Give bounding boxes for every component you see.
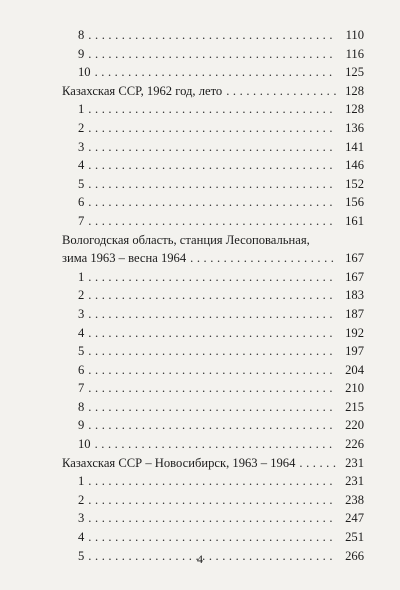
dot-leader: [88, 324, 336, 343]
toc-entry-page: 247: [345, 511, 364, 526]
toc-entry-page: 231: [345, 455, 364, 470]
toc-entry-page: 141: [345, 139, 364, 154]
toc-entry-page: 251: [345, 530, 364, 545]
toc-entry-page: 220: [345, 418, 364, 433]
toc-entry-label: 5: [78, 176, 85, 191]
toc-heading-line-1: [62, 231, 364, 250]
dot-leader: [88, 491, 336, 510]
toc-entry-page: 116: [345, 46, 364, 61]
dot-leader: [88, 175, 336, 194]
toc-entry-label: 1: [78, 269, 85, 284]
toc-entry-page: 146: [345, 158, 364, 173]
dot-leader: [88, 286, 336, 305]
toc-chapter-entry: [62, 342, 364, 361]
toc-entry-page: 161: [345, 213, 364, 228]
toc-entry-label: 8: [78, 399, 85, 414]
toc-entry-label: 10: [78, 65, 91, 80]
toc-entry-label: 9: [78, 46, 85, 61]
toc-chapter-entry: [62, 175, 364, 194]
toc-entry-label: 2: [78, 120, 85, 135]
dot-leader: [88, 45, 336, 64]
dot-leader: [88, 193, 336, 212]
toc-entry-label: 5: [78, 548, 85, 563]
toc-chapter-entry: [62, 305, 364, 324]
toc-entry-page: 226: [345, 437, 364, 452]
toc-entry-label: 1: [78, 474, 85, 489]
toc-entry-page: 187: [345, 306, 364, 321]
toc-entry-label: 3: [78, 139, 85, 154]
toc-entry-page: 183: [345, 288, 364, 303]
dot-leader: [88, 342, 336, 361]
toc-entry-label: 4: [78, 158, 85, 173]
toc-chapter-entry: [62, 361, 364, 380]
toc-entry-label: 7: [78, 213, 85, 228]
toc-chapter-entry: [62, 63, 364, 82]
dot-leader: [88, 138, 336, 157]
toc-chapter-entry: [62, 138, 364, 157]
dot-leader: [88, 509, 336, 528]
dot-leader: [226, 82, 336, 101]
toc-entry-label: Казахская ССР, 1962 год, лето: [62, 83, 223, 98]
toc-entry-page: 204: [345, 362, 364, 377]
toc-chapter-entry: [62, 193, 364, 212]
toc-entry-page: 197: [345, 344, 364, 359]
dot-leader: [88, 212, 336, 231]
dot-leader: [88, 472, 336, 491]
toc-entry-page: 110: [345, 28, 364, 42]
toc-entry-page: 136: [345, 120, 364, 135]
toc-chapter-entry: [62, 45, 364, 64]
toc-entry-label: 7: [78, 381, 85, 396]
toc-entry-page: 210: [345, 381, 364, 396]
toc-entry-label: 4: [78, 325, 85, 340]
dot-leader: [88, 100, 336, 119]
page-number-footer: 4: [197, 552, 203, 566]
toc-chapter-entry: [62, 398, 364, 417]
toc-entry-page: 238: [345, 492, 364, 507]
dot-leader: [88, 528, 336, 547]
dot-leader: [190, 249, 336, 268]
toc-entry-label: 9: [78, 418, 85, 433]
toc-entry-page: 192: [345, 325, 364, 340]
toc-entry-label: Казахская ССР – Новосибирск, 1963 – 1964: [62, 455, 296, 470]
toc-entry-label-continued: зима 1963 – весна 1964: [62, 251, 187, 266]
toc-entry-label: 3: [78, 306, 85, 321]
dot-leader: [299, 454, 336, 473]
dot-leader: [88, 305, 336, 324]
toc-chapter-entry: [62, 379, 364, 398]
toc-chapter-entry: [62, 212, 364, 231]
toc-chapter-entry: [62, 416, 364, 435]
toc-entry-page: 152: [345, 176, 364, 191]
toc-entry-page: 215: [345, 399, 364, 414]
dot-leader: [88, 26, 336, 45]
toc-chapter-entry: [62, 528, 364, 547]
toc-chapter-entry: [62, 324, 364, 343]
toc-entry-label: 2: [78, 288, 85, 303]
table-of-contents: [62, 26, 364, 565]
toc-entry-label: 2: [78, 492, 85, 507]
toc-entry-label: 1: [78, 102, 85, 117]
dot-leader: [95, 435, 336, 454]
dot-leader: [88, 416, 336, 435]
toc-entry-page: 125: [345, 65, 364, 80]
toc-entry-page: 231: [345, 474, 364, 489]
dot-leader: [88, 119, 336, 138]
toc-section-heading: [62, 82, 364, 101]
dot-leader: [88, 361, 336, 380]
toc-entry-page: 167: [345, 269, 364, 284]
toc-chapter-entry: [62, 26, 364, 45]
dot-leader: [88, 398, 336, 417]
toc-entry-label: 6: [78, 195, 85, 210]
toc-chapter-entry: [62, 435, 364, 454]
toc-entry-page: 156: [345, 195, 364, 210]
dot-leader: [88, 379, 336, 398]
toc-section-heading: [62, 454, 364, 473]
toc-chapter-entry: [62, 472, 364, 491]
toc-chapter-entry: [62, 491, 364, 510]
dot-leader: [88, 156, 336, 175]
toc-entry-label: 8: [78, 28, 85, 42]
toc-entry-label: 3: [78, 511, 85, 526]
toc-chapter-entry: [62, 286, 364, 305]
toc-chapter-entry: [62, 100, 364, 119]
dot-leader: [95, 63, 336, 82]
toc-entry-page: 167: [345, 251, 364, 266]
toc-entry-label: 5: [78, 344, 85, 359]
toc-entry-page: 128: [345, 83, 364, 98]
toc-entry-label: 10: [78, 437, 91, 452]
toc-entry-page: 128: [345, 102, 364, 117]
toc-chapter-entry: [62, 119, 364, 138]
toc-entry-label: 4: [78, 530, 85, 545]
toc-entry-page: 266: [345, 548, 364, 563]
toc-chapter-entry: [62, 268, 364, 287]
toc-section-heading: [62, 231, 364, 268]
dot-leader: [88, 268, 336, 287]
toc-chapter-entry: [62, 509, 364, 528]
toc-entry-label: 6: [78, 362, 85, 377]
toc-heading-line-2: [62, 249, 364, 268]
toc-entry-label: Вологодская область, станция Лесоповальная,: [62, 232, 310, 247]
toc-chapter-entry: [62, 156, 364, 175]
